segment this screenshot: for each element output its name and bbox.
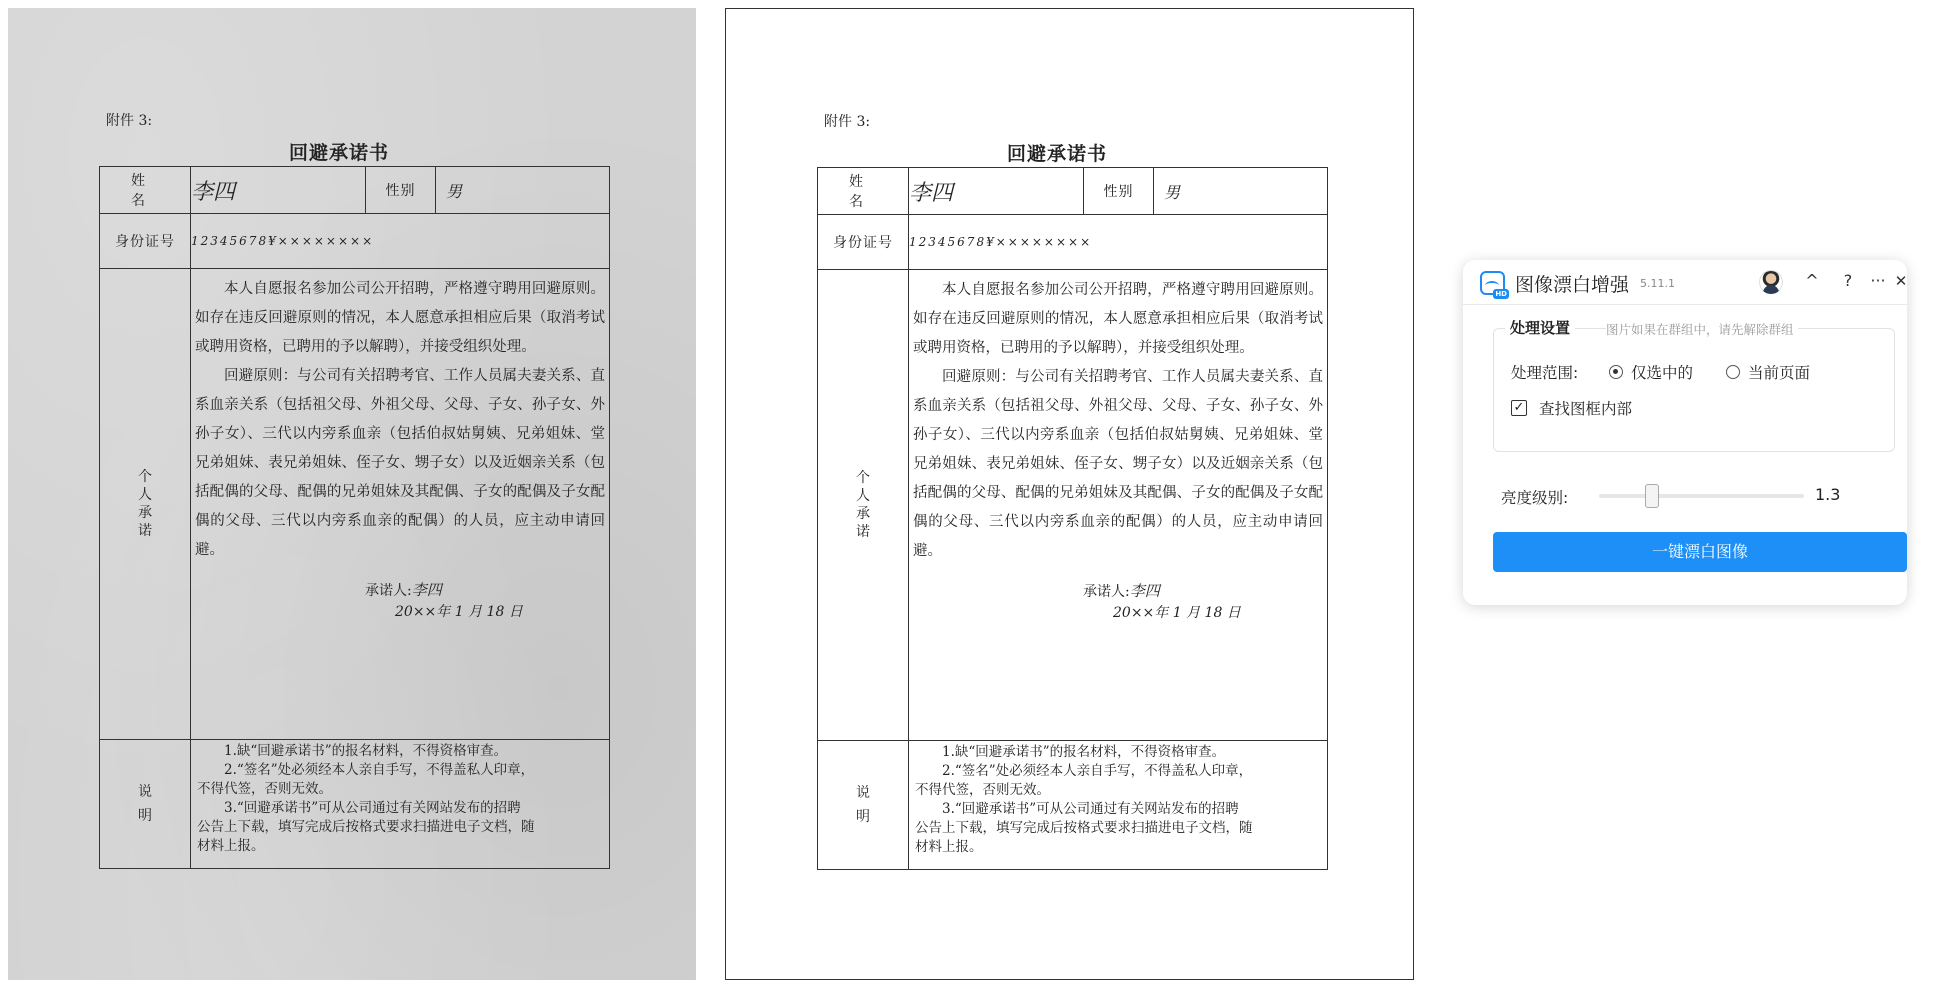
panel-version: 5.11.1 [1640, 277, 1675, 290]
notes-label: 说明 [138, 784, 152, 824]
name-value: 李四 [191, 167, 366, 214]
note-line: 不得代签，否则无效。 [197, 781, 332, 797]
range-radio-current-page[interactable] [1726, 365, 1740, 379]
brightness-slider-track[interactable] [1599, 494, 1804, 498]
id-label: 身份证号 [818, 215, 909, 270]
id-value: 12345678¥×××××××× [191, 214, 610, 269]
sign-date: 20××年 1 月 18 日 [1113, 605, 1241, 621]
commitment-cell [909, 270, 1328, 741]
gender-value: 男 [436, 167, 610, 214]
commitment-paragraph: 本人自愿报名参加公司公开招聘，严格遵守聘用回避原则。如存在违反回避原则的情况，本人愿意承担相应后果（取消考试或聘用资格，已聘用的予以解聘），并接受组织处理。 [195, 281, 605, 355]
settings-section-hint: 图片如果在群组中，请先解除群组 [1606, 320, 1798, 338]
commitment-cell [191, 269, 610, 740]
note-line: 3.“回避承诺书”可从公司通过有关网站发布的招聘 [942, 801, 1239, 817]
commitment-label-cell [818, 270, 909, 741]
help-button[interactable]: ? [1843, 271, 1853, 290]
range-option-selected[interactable]: 仅选中的 [1631, 364, 1694, 382]
note-line: 2.“签名”处必须经本人亲自手写，不得盖私人印章， [224, 762, 535, 778]
signature-block [191, 565, 609, 715]
gender-label: 性别 [1084, 168, 1154, 215]
settings-section-title: 处理设置 [1505, 317, 1575, 338]
note-line: 1.缺“回避承诺书”的报名材料，不得资格审查。 [942, 744, 1226, 760]
commitment-form [99, 166, 610, 869]
note-line: 材料上报。 [197, 838, 265, 854]
panel-header [1463, 260, 1907, 305]
collapse-button[interactable]: ^ [1805, 271, 1819, 290]
document-title: 回避承诺书 [1006, 143, 1107, 165]
notes-text [191, 740, 609, 858]
commitment-label: 个人承诺 [856, 470, 870, 540]
name-label: 姓 名 [100, 167, 191, 214]
sign-date: 20××年 1 月 18 日 [395, 604, 523, 620]
signer-label: 承诺人: [365, 583, 412, 599]
settings-section [1493, 328, 1895, 452]
note-line: 1.缺“回避承诺书”的报名材料，不得资格审查。 [224, 743, 508, 759]
commitment-paragraph: 回避原则：与公司有关招聘考官、工作人员属夫妻关系、直系血亲关系（包括祖父母、外祖父母、父母、子女、孙子女、外孙子女）、三代以内旁系血亲（包括伯叔姑舅姨、兄弟姐妹、堂兄弟姐妹、表兄弟姐妹、侄子女、甥子女）以及近姻亲关系（包括配偶的父母、配偶的兄弟姐妹及其配偶、子女的配偶及子女配偶的父母、三代以内旁系血亲的配偶）的人员，应主动申请回避。 [195, 368, 605, 558]
note-line: 材料上报。 [915, 839, 983, 855]
signer [1083, 580, 1160, 601]
attachment-label: 附件 3: [824, 114, 871, 130]
whiten-image-button[interactable]: 一键漂白图像 [1493, 532, 1907, 572]
range-option-current-page[interactable]: 当前页面 [1748, 364, 1811, 382]
gender-value: 男 [1154, 168, 1328, 215]
note-line: 3.“回避承诺书”可从公司通过有关网站发布的招聘 [224, 800, 521, 816]
commitment-text [191, 269, 609, 565]
frame-checkbox[interactable]: ✓ [1511, 400, 1527, 416]
brightness-slider-handle[interactable] [1645, 484, 1659, 508]
signer-value: 李四 [1129, 582, 1160, 600]
id-label: 身份证号 [100, 214, 191, 269]
panel-title: 图像漂白增强 [1515, 274, 1630, 296]
whitened-result-page [725, 8, 1414, 980]
gender-label: 性别 [366, 167, 436, 214]
commitment-paragraph: 本人自愿报名参加公司公开招聘，严格遵守聘用回避原则。如存在违反回避原则的情况，本人愿意承担相应后果（取消考试或聘用资格，已聘用的予以解聘），并接受组织处理。 [913, 282, 1323, 356]
note-line: 公告上下载，填写完成后按格式要求扫描进电子文档，随 [197, 819, 535, 835]
signer-value: 李四 [411, 581, 442, 599]
range-label: 处理范围: [1511, 364, 1579, 382]
commitment-label-cell [100, 269, 191, 740]
commitment-text [909, 270, 1327, 566]
notes-label-cell [100, 740, 191, 869]
signer-label: 承诺人: [1083, 584, 1130, 600]
range-radio-selected[interactable] [1609, 365, 1623, 379]
notes-text [909, 741, 1327, 859]
commitment-paragraph: 回避原则：与公司有关招聘考官、工作人员属夫妻关系、直系血亲关系（包括祖父母、外祖父母、父母、子女、孙子女、外孙子女）、三代以内旁系血亲（包括伯叔姑舅姨、兄弟姐妹、堂兄弟姐妹、表兄弟姐妹、侄子女、甥子女）以及近姻亲关系（包括配偶的父母、配偶的兄弟姐妹及其配偶、子女的配偶及子女配偶的父母、三代以内旁系血亲的配偶）的人员，应主动申请回避。 [913, 369, 1323, 559]
attachment-label: 附件 3: [106, 113, 153, 129]
original-scan-page [8, 8, 696, 980]
user-avatar[interactable] [1759, 270, 1783, 294]
name-label: 姓 名 [818, 168, 909, 215]
close-button[interactable]: ✕ [1894, 272, 1908, 290]
brightness-value: 1.3 [1815, 485, 1841, 504]
brightness-label-text: 亮度级别: [1501, 489, 1569, 507]
frame-checkbox-label[interactable]: 查找图框内部 [1539, 400, 1633, 418]
note-line: 公告上下载，填写完成后按格式要求扫描进电子文档，随 [915, 820, 1253, 836]
more-button[interactable]: ··· [1870, 271, 1886, 290]
note-line: 不得代签，否则无效。 [915, 782, 1050, 798]
commitment-label: 个人承诺 [138, 469, 152, 539]
name-value: 李四 [909, 168, 1084, 215]
notes-cell [191, 740, 610, 869]
id-value: 12345678¥×××××××× [909, 215, 1328, 270]
signature-block [909, 566, 1327, 716]
commitment-form [817, 167, 1328, 870]
document-title: 回避承诺书 [288, 142, 389, 164]
note-line: 2.“签名”处必须经本人亲自手写，不得盖私人印章， [942, 763, 1253, 779]
signer [365, 579, 442, 600]
app-icon: HD [1480, 271, 1505, 295]
notes-label-cell [818, 741, 909, 870]
notes-cell [909, 741, 1328, 870]
notes-label: 说明 [856, 785, 870, 825]
